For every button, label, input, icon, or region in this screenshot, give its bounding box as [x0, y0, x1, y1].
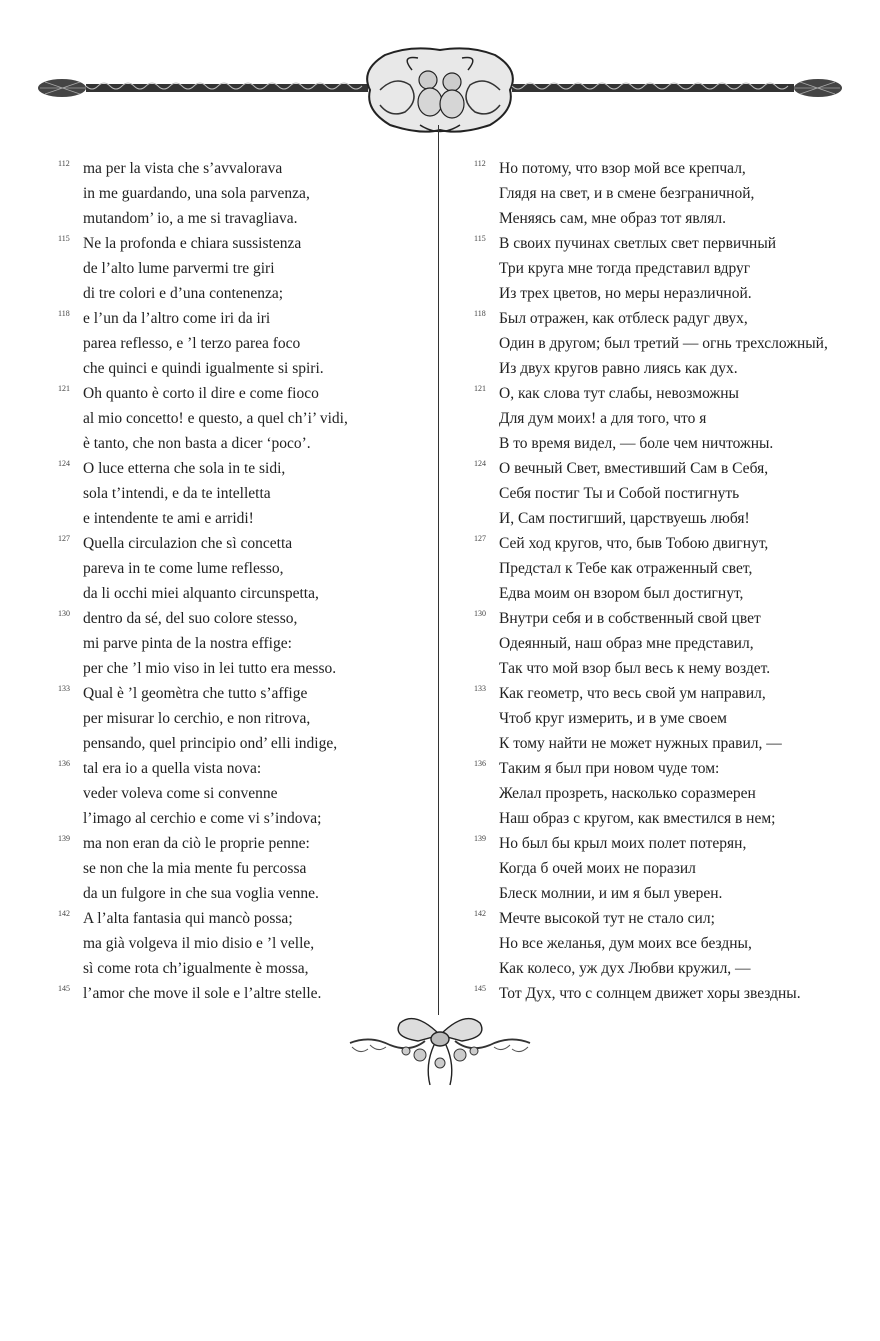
verse-text: Мечте высокой тут не стало сил; — [499, 910, 715, 927]
verse-text: che quinci e quindi igualmente si spiri. — [83, 360, 324, 377]
verse-text: in me guardando, una sola parvenza, — [83, 185, 310, 202]
tercet — [474, 756, 874, 831]
tercet — [58, 606, 428, 681]
verse-text: Из трех цветов, но меры неразличной. — [499, 285, 752, 302]
ribbon-bow-garland-icon — [330, 1005, 550, 1090]
tercet — [58, 531, 428, 606]
verse-line — [58, 631, 428, 656]
verse-line — [58, 931, 428, 956]
tercet — [58, 231, 428, 306]
verse-line — [58, 181, 428, 206]
column-divider — [438, 125, 439, 1015]
tercet — [474, 681, 874, 756]
verse-text: Желал прозреть, насколько соразмерен — [499, 785, 756, 802]
left-tassel-icon — [38, 79, 86, 97]
verse-text: de l’alto lume parvermi tre giri — [83, 260, 275, 277]
verse-line — [58, 456, 428, 481]
verse-text: Из двух кругов равно лиясь как дух. — [499, 360, 738, 377]
verse-number: 118 — [474, 309, 486, 318]
verse-line — [58, 656, 428, 681]
verse-number: 139 — [58, 834, 70, 843]
verse-text: Глядя на свет, и в смене безграничной, — [499, 185, 755, 202]
verse-text: pensando, quel principio ond’ elli indige, — [83, 735, 338, 752]
verse-line — [474, 306, 874, 331]
verse-number: 145 — [58, 984, 70, 993]
verse-text: al mio concetto! e questo, a quel ch’i’ vidi, — [83, 410, 348, 427]
verse-line — [474, 181, 874, 206]
verse-number: 130 — [58, 609, 70, 618]
verse-text: per misurar lo cerchio, e non ritrova, — [83, 710, 311, 727]
verse-text: Один в другом; был третий — огнь трехсложный, — [499, 335, 828, 352]
verse-text: К тому найти не может нужных правил, — — [499, 735, 782, 752]
verse-number: 127 — [474, 534, 486, 543]
verse-text: Таким я был при новом чуде том: — [499, 760, 720, 777]
verse-line — [58, 556, 428, 581]
verse-text: Едва моим он взором был достигнут, — [499, 585, 744, 602]
tercet — [58, 681, 428, 756]
verse-number: 142 — [474, 909, 486, 918]
verse-text: se non che la mia mente fu percossa — [83, 860, 307, 877]
verse-text: Ne la profonda e chiara sussistenza — [83, 235, 302, 252]
tercet — [474, 156, 874, 231]
verse-line — [474, 756, 874, 781]
verse-number: 124 — [58, 459, 70, 468]
verse-text: ma per la vista che s’avvalorava — [83, 160, 283, 177]
verse-text: Предстал к Тебе как отраженный свет, — [499, 560, 753, 577]
verse-line — [58, 906, 428, 931]
tercet — [58, 981, 428, 1006]
verse-line — [58, 281, 428, 306]
verse-line — [58, 731, 428, 756]
verse-text: Наш образ с кругом, как вместился в нем; — [499, 810, 776, 827]
verse-line — [474, 606, 874, 631]
left-rope-icon — [86, 83, 368, 92]
verse-number: 124 — [474, 459, 486, 468]
verse-line — [58, 156, 428, 181]
verse-line — [58, 706, 428, 731]
verse-text: veder voleva come si convenne — [83, 785, 278, 802]
verse-number: 136 — [58, 759, 70, 768]
verse-text: Как колесо, уж дух Любви кружил, — — [499, 960, 751, 977]
tercet — [474, 981, 874, 1006]
verse-text: ma già volgeva il mio disio e ’l velle, — [83, 935, 315, 952]
verse-text: e intendente te ami e arridi! — [83, 510, 254, 527]
verse-number: 133 — [58, 684, 70, 693]
verse-line — [474, 556, 874, 581]
verse-line — [474, 806, 874, 831]
verse-line — [474, 581, 874, 606]
verse-line — [58, 531, 428, 556]
verse-number: 115 — [58, 234, 70, 243]
verse-text: Но был бы крыл моих полет потерян, — [499, 835, 747, 852]
verse-number: 142 — [58, 909, 70, 918]
verse-line — [474, 681, 874, 706]
verse-line — [474, 381, 874, 406]
verse-text: Был отражен, как отблеск радуг двух, — [499, 310, 748, 327]
verse-text: sì come rota ch’igualmente è mossa, — [83, 960, 309, 977]
cherub-cartouche-icon — [367, 48, 513, 131]
verse-text: da un fulgore in che sua voglia venne. — [83, 885, 319, 902]
verse-text: О вечный Свет, вместивший Сам в Себя, — [499, 460, 769, 477]
verse-text: Oh quanto è corto il dire e come fioco — [83, 385, 319, 402]
verse-text: Так что мой взор был весь к нему воздет. — [499, 660, 771, 677]
tercet — [58, 456, 428, 531]
verse-line — [474, 906, 874, 931]
verse-number: 121 — [474, 384, 486, 393]
verse-text: Чтоб круг измерить, и в уме своем — [499, 710, 727, 727]
verse-text: l’imago al cerchio e come vi s’indova; — [83, 810, 322, 827]
verse-line — [58, 581, 428, 606]
right-rope-icon — [512, 83, 794, 92]
verse-text: per che ’l mio viso in lei tutto era messo. — [83, 660, 337, 677]
verse-text: mi parve pinta de la nostra effige: — [83, 635, 292, 652]
verse-line — [474, 331, 874, 356]
tercet — [474, 231, 874, 306]
verse-text: O luce etterna che sola in te sidi, — [83, 460, 286, 477]
verse-text: Три круга мне тогда представил вдруг — [499, 260, 751, 277]
verse-text: ma non eran da ciò le proprie penne: — [83, 835, 310, 852]
verse-line — [58, 481, 428, 506]
verse-line — [58, 981, 428, 1006]
verse-line — [474, 956, 874, 981]
verse-line — [474, 531, 874, 556]
verse-line — [474, 456, 874, 481]
verse-number: 112 — [474, 159, 486, 168]
verse-line — [474, 281, 874, 306]
verse-line — [58, 306, 428, 331]
verse-line — [474, 256, 874, 281]
verse-number: 145 — [474, 984, 486, 993]
verse-line — [58, 856, 428, 881]
verse-line — [58, 206, 428, 231]
verse-line — [474, 156, 874, 181]
verse-text: Тот Дух, что с солнцем движет хоры звездны. — [499, 985, 801, 1002]
verse-text: l’amor che move il sole e l’altre stelle. — [83, 985, 322, 1002]
verse-text: Одеянный, наш образ мне представил, — [499, 635, 754, 652]
verse-line — [474, 631, 874, 656]
verse-text: Себя постиг Ты и Собой постигнуть — [499, 485, 740, 502]
verse-text: parea reflesso, e ’l terzo parea foco — [83, 335, 301, 352]
verse-line — [474, 506, 874, 531]
verse-text: Внутри себя и в собственный свой цвет — [499, 610, 761, 627]
verse-line — [474, 731, 874, 756]
verse-text: A l’alta fantasia qui mancò possa; — [83, 910, 293, 927]
tercet — [58, 156, 428, 231]
verse-text: pareva in te come lume reflesso, — [83, 560, 284, 577]
verse-text: tal era io a quella vista nova: — [83, 760, 262, 777]
verse-line — [58, 681, 428, 706]
tercet — [474, 606, 874, 681]
tercet — [474, 531, 874, 606]
verse-line — [58, 806, 428, 831]
verse-text: В то время видел, — боле чем ничтожны. — [499, 435, 774, 452]
verse-line — [58, 256, 428, 281]
verse-line — [58, 356, 428, 381]
tercet — [58, 306, 428, 381]
verse-line — [58, 406, 428, 431]
verse-text: Для дум моих! а для того, что я — [499, 410, 707, 427]
verse-line — [474, 431, 874, 456]
right-tassel-icon — [794, 79, 842, 97]
tercet — [58, 831, 428, 906]
verse-number: 121 — [58, 384, 70, 393]
verse-text: Блеск молнии, и им я был уверен. — [499, 885, 723, 902]
verse-line — [474, 206, 874, 231]
verse-text: Когда б очей моих не поразил — [499, 860, 696, 877]
verse-text: Но потому, что взор мой все крепчал, — [499, 160, 746, 177]
verse-line — [474, 356, 874, 381]
verse-number: 118 — [58, 309, 70, 318]
verse-line — [474, 881, 874, 906]
verse-line — [474, 481, 874, 506]
verse-text: И, Сам постигший, царствуешь любя! — [499, 510, 750, 527]
verse-text: è tanto, che non basta a dicer ‘poco’. — [83, 435, 311, 452]
verse-line — [58, 231, 428, 256]
verse-line — [58, 881, 428, 906]
verse-text: mutandom’ io, a me si travagliava. — [83, 210, 298, 227]
verse-line — [474, 931, 874, 956]
verse-line — [474, 981, 874, 1006]
verse-line — [58, 431, 428, 456]
verse-text: Как геометр, что весь свой ум направил, — [499, 685, 766, 702]
verse-line — [474, 831, 874, 856]
verse-text: О, как слова тут слабы, невозможны — [499, 385, 739, 402]
verse-text: dentro da sé, del suo colore stesso, — [83, 610, 298, 627]
verse-number: 112 — [58, 159, 70, 168]
verse-text: di tre colori e d’una contenenza; — [83, 285, 284, 302]
verse-line — [474, 781, 874, 806]
verse-line — [58, 381, 428, 406]
verse-number: 115 — [474, 234, 486, 243]
verse-line — [58, 831, 428, 856]
tercet — [474, 831, 874, 906]
tercet — [474, 906, 874, 981]
italian-text-column — [58, 156, 428, 1006]
verse-text: Quella circulazion che sì concetta — [83, 535, 293, 552]
verse-line — [474, 706, 874, 731]
verse-line — [58, 781, 428, 806]
tercet — [58, 906, 428, 981]
verse-number: 130 — [474, 609, 486, 618]
verse-text: e l’un da l’altro come iri da iri — [83, 310, 271, 327]
verse-text: sola t’intendi, e da te intelletta — [83, 485, 271, 502]
tercet — [58, 381, 428, 456]
tercet — [58, 756, 428, 831]
verse-text: Меняясь сам, мне образ тот являл. — [499, 210, 726, 227]
tercet — [474, 381, 874, 456]
russian-text-column — [474, 156, 874, 1006]
verse-text: Но все желанья, дум моих все бездны, — [499, 935, 752, 952]
verse-line — [58, 506, 428, 531]
verse-number: 136 — [474, 759, 486, 768]
verse-number: 127 — [58, 534, 70, 543]
verse-text: da li occhi miei alquanto circunspetta, — [83, 585, 319, 602]
verse-line — [474, 231, 874, 256]
tercet — [474, 456, 874, 531]
verse-text: Qual è ’l geomètra che tutto s’affige — [83, 685, 308, 702]
verse-line — [474, 656, 874, 681]
verse-text: Сей ход кругов, что, быв Тобою двигнут, — [499, 535, 769, 552]
verse-line — [58, 756, 428, 781]
verse-line — [58, 331, 428, 356]
verse-line — [474, 406, 874, 431]
verse-number: 139 — [474, 834, 486, 843]
tercet — [474, 306, 874, 381]
verse-line — [58, 606, 428, 631]
verse-text: В своих пучинах светлых свет первичный — [499, 235, 777, 252]
verse-line — [58, 956, 428, 981]
top-ornament-banner-icon — [0, 40, 880, 140]
verse-number: 133 — [474, 684, 486, 693]
verse-line — [474, 856, 874, 881]
